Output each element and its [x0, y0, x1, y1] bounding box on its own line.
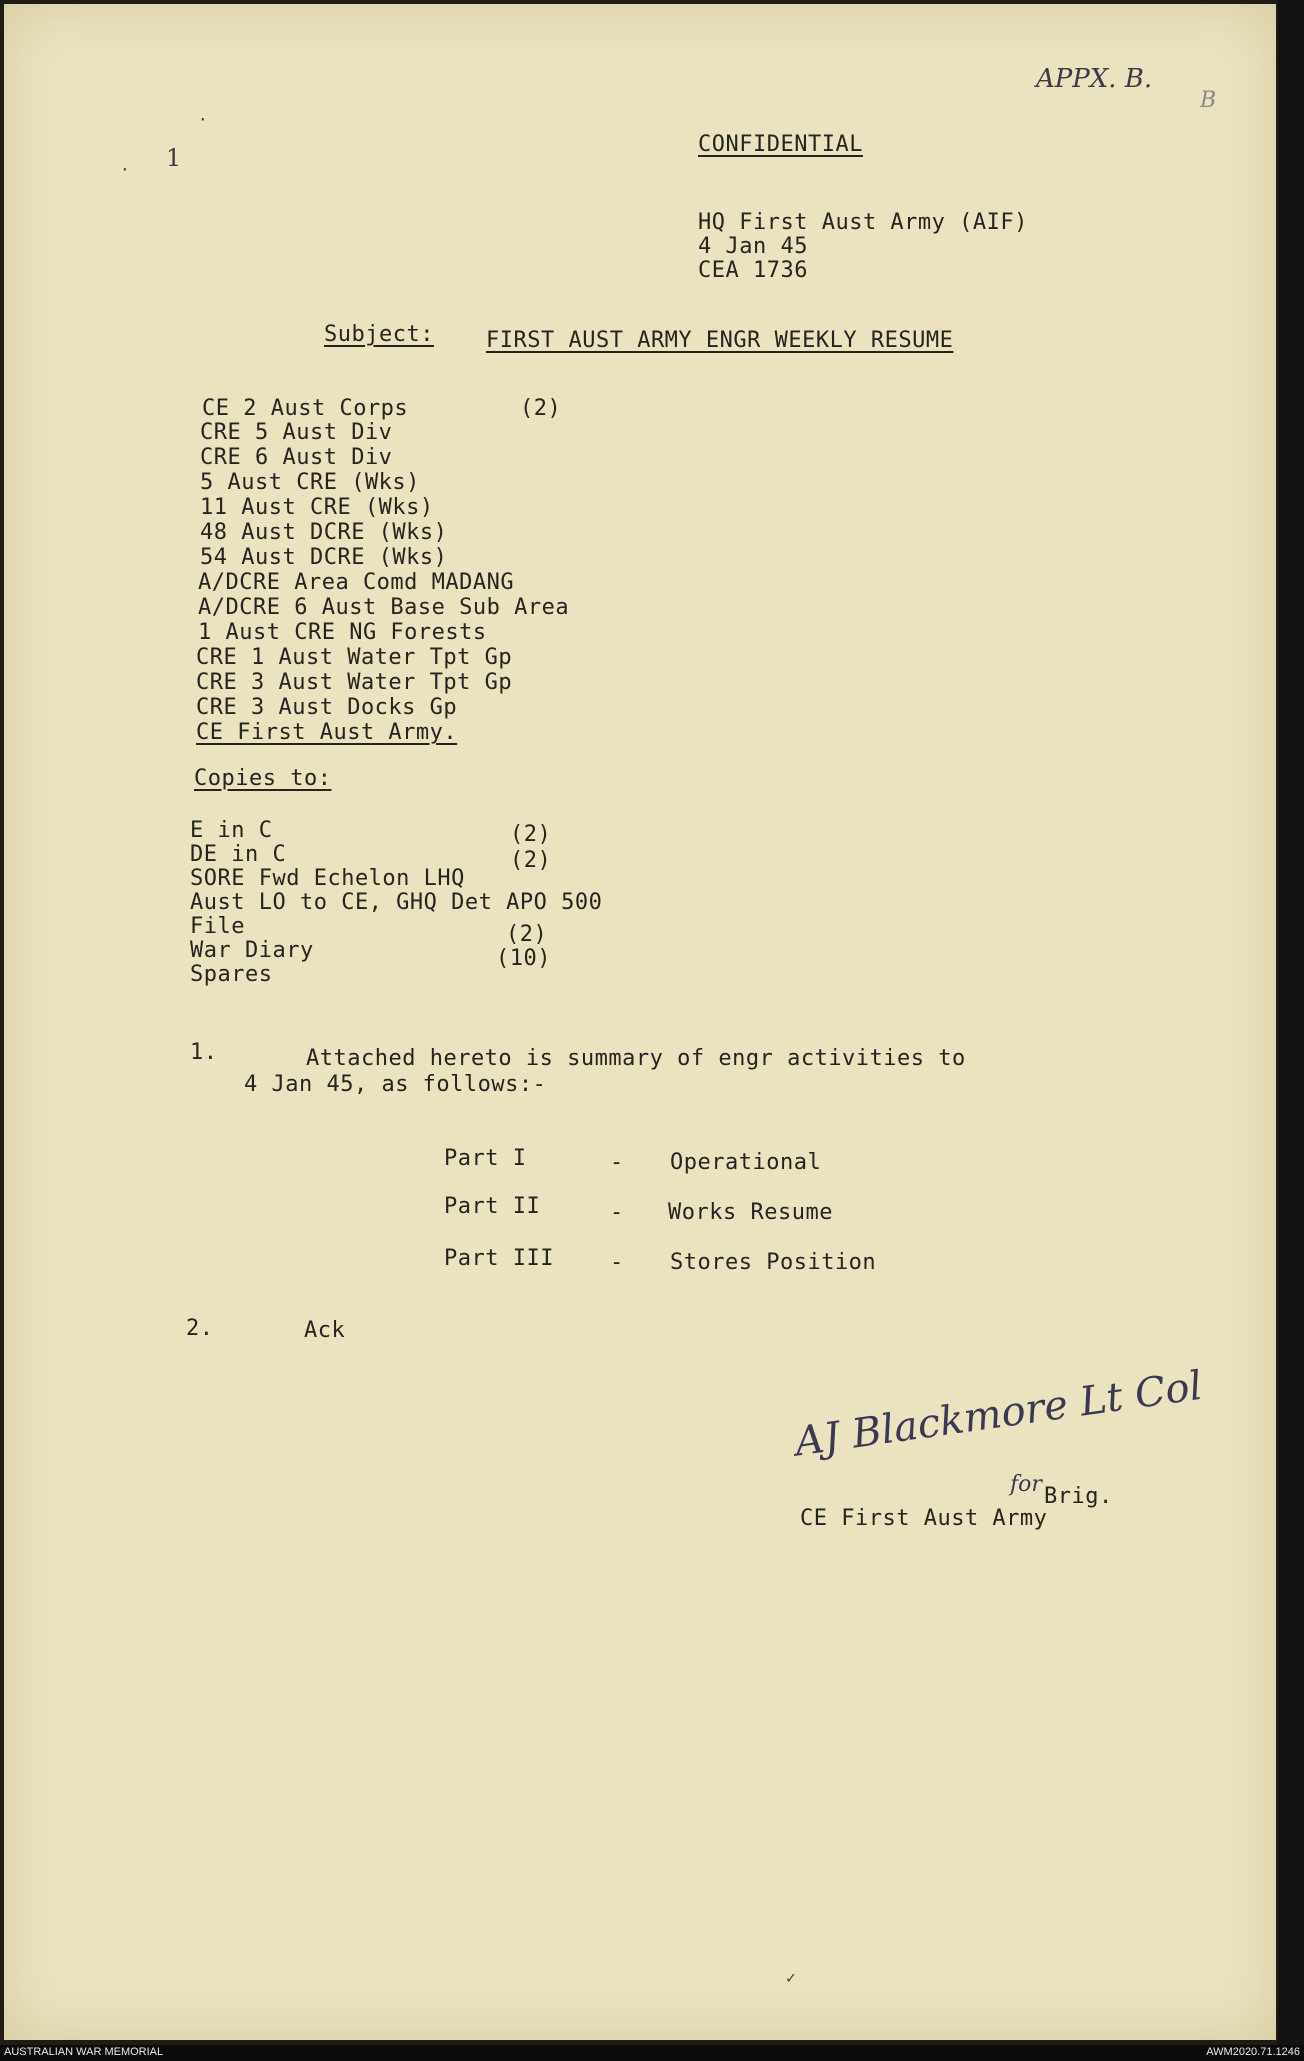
para1-line1: Attached hereto is summary of engr activities to — [306, 1046, 966, 1071]
para1-number: 1. — [190, 1040, 218, 1065]
addressee: CRE 5 Aust Div — [200, 420, 393, 445]
scan-border — [1278, 0, 1304, 2045]
corner-annotation: B — [1200, 88, 1217, 113]
part-dash: - — [610, 1250, 624, 1275]
addressee: CRE 3 Aust Water Tpt Gp — [196, 670, 513, 695]
copy-recipient: Spares — [190, 962, 273, 987]
document-page — [4, 4, 1276, 2040]
addressee: CRE 1 Aust Water Tpt Gp — [196, 645, 513, 670]
part-label: Part I — [444, 1146, 527, 1171]
addressee: CE 2 Aust Corps — [202, 396, 409, 421]
part-desc: Stores Position — [670, 1250, 877, 1275]
archive-name: AUSTRALIAN WAR MEMORIAL — [4, 2046, 164, 2058]
signed-for: for — [1010, 1472, 1042, 1497]
archive-footer — [0, 2045, 1304, 2061]
part-label: Part III — [444, 1246, 554, 1271]
signatory-rank: Brig. — [1044, 1484, 1113, 1509]
addressee: 48 Aust DCRE (Wks) — [200, 520, 448, 545]
reference-line: CEA 1736 — [698, 258, 808, 283]
para2-text: Ack — [304, 1318, 346, 1343]
classification: CONFIDENTIAL — [698, 132, 863, 157]
addressee: 11 Aust CRE (Wks) — [200, 495, 434, 520]
copy-recipient: E in C — [190, 818, 273, 843]
appendix-annotation: APPX. B. — [1036, 64, 1153, 94]
archive-id: AWM2020.71.1246 — [1206, 2046, 1300, 2058]
part-dash: - — [610, 1150, 624, 1175]
copy-recipient: File — [190, 914, 245, 939]
page-mark: 1 — [166, 144, 182, 172]
addressee: A/DCRE Area Comd MADANG — [198, 570, 515, 595]
part-desc: Works Resume — [668, 1200, 833, 1225]
copy-recipient: SORE Fwd Echelon LHQ — [190, 866, 465, 891]
copy-recipient: DE in C — [190, 842, 287, 867]
subject-label: Subject: — [324, 322, 434, 347]
copy-count: (2) — [510, 822, 552, 847]
part-dash: - — [610, 1200, 624, 1225]
addressee: 5 Aust CRE (Wks) — [200, 470, 420, 495]
para2-number: 2. — [186, 1316, 214, 1341]
copy-recipient: Aust LO to CE, GHQ Det APO 500 — [190, 890, 603, 915]
copy-count: (2) — [510, 848, 552, 873]
copies-heading: Copies to: — [194, 766, 332, 791]
addressee: 54 Aust DCRE (Wks) — [200, 545, 448, 570]
para1-line2: 4 Jan 45, as follows:- — [244, 1072, 547, 1097]
addressee: CE First Aust Army. — [196, 720, 458, 745]
copy-count: (10) — [496, 946, 551, 971]
addressee: CRE 3 Aust Docks Gp — [196, 695, 458, 720]
handwritten-signature: AJ Blackmore Lt Col — [792, 1362, 1206, 1466]
copy-recipient: War Diary — [190, 938, 314, 963]
part-desc: Operational — [670, 1150, 822, 1175]
hq-line: HQ First Aust Army (AIF) — [698, 210, 1028, 235]
addressee: A/DCRE 6 Aust Base Sub Area — [198, 595, 570, 620]
punch-mark: · — [198, 110, 208, 129]
subject-title: FIRST AUST ARMY ENGR WEEKLY RESUME — [486, 328, 954, 353]
punch-mark: · — [120, 160, 130, 179]
copy-count: (2) — [506, 922, 548, 947]
punch-mark: ✓ — [786, 1968, 796, 1987]
signatory-title: CE First Aust Army — [800, 1506, 1048, 1531]
addressee: 1 Aust CRE NG Forests — [198, 620, 487, 645]
date-line: 4 Jan 45 — [698, 234, 808, 259]
addressee: CRE 6 Aust Div — [200, 445, 393, 470]
addressee-count: (2) — [520, 396, 562, 421]
part-label: Part II — [444, 1194, 541, 1219]
